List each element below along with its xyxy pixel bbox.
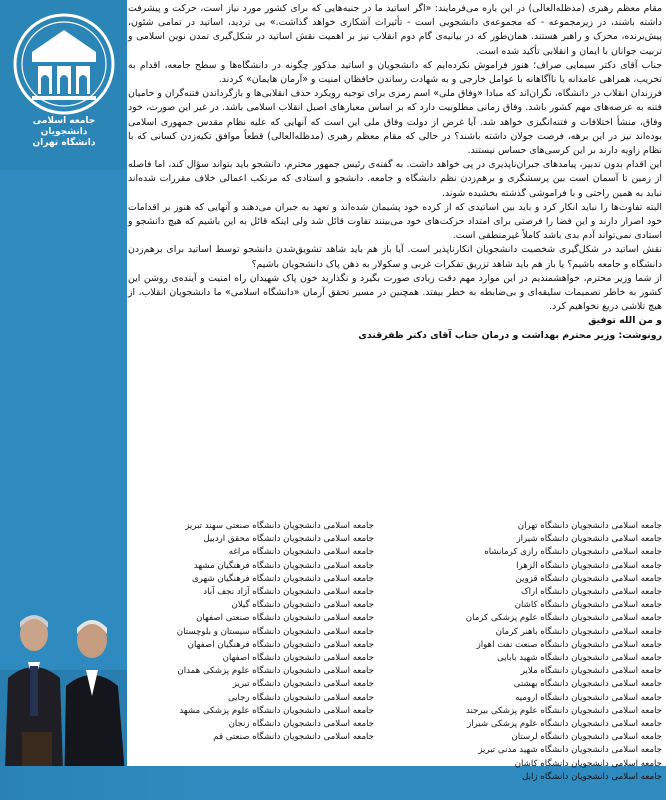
signatory-item: جامعه اسلامی دانشجویان دانشگاه محقق اردبیل <box>203 534 374 545</box>
signatory-item: جامعه اسلامی دانشجویان دانشگاه رجایی <box>227 692 374 703</box>
university-logo <box>8 12 120 148</box>
signatory-item: جامعه اسلامی دانشجویان دانشگاه رازی کرمانشاه <box>484 547 662 558</box>
signatory-item: جامعه اسلامی دانشجویان دانشگاه علوم پزشکی مشهد <box>179 705 374 716</box>
signatories-left-column <box>132 520 374 744</box>
signatory-item: جامعه اسلامی دانشجویان دانشگاه صنعتی سهند تبریز <box>185 521 374 531</box>
letter-closing: و من الله توفیق <box>588 315 662 327</box>
signatory-item: جامعه اسلامی دانشجویان دانشگاه صنعت نفت اهواز <box>476 639 662 650</box>
signatory-item: جامعه اسلامی دانشجویان دانشگاه تبریز <box>232 679 374 690</box>
signatory-item: جامعه اسلامی دانشجویان دانشگاه ارومیه <box>515 692 662 703</box>
signatory-item: جامعه اسلامی دانشجویان دانشگاه سیستان و بلوچستان <box>176 626 374 637</box>
logo-line-2: دانشگاه تهران <box>32 138 96 148</box>
signatory-item: جامعه اسلامی دانشجویان دانشگاه علوم پزشکی همدان <box>177 666 374 677</box>
letter-paragraph: از شما وزیر محترم، خواهشمندیم در این موارد مهم دقت زیادی صورت بگیرد و نگذارید خون پاک شهیدان راه امنیت و آینده‌ی روشن این کشور به خاطر تصمیمات سلیقه‌ای و بی‌ضابطه به خطر بیفتد. همچنین در مسیر تحقق آرمان «دانشگاه اسلامی» ما دانشجویان انقلاب، از هیچ تلاشی دریغ نخواهیم کرد. <box>128 272 662 313</box>
letter-body <box>128 2 662 517</box>
signatory-item: جامعه اسلامی دانشجویان دانشگاه فرهنگیان شهری <box>191 573 374 584</box>
signatory-item: جامعه اسلامی دانشجویان دانشگاه علوم پزشکی بیرجند <box>466 705 662 716</box>
signatory-item: جامعه اسلامی دانشجویان دانشگاه فرهنگیان مشهد <box>193 560 374 571</box>
signatory-item: جامعه اسلامی دانشجویان دانشگاه بهشتی <box>513 679 662 690</box>
letter-paragraph: البته تفاوت‌ها را نباید انکار کرد و باید بین اساتیدی که از کرده خود پشیمان شده‌اند و تعهد به جبران می‌دهند و آنهایی که هنوز بر اقدامات خود اصرار دارند و این فضا را فرصتی برای امتداد حرکت‌های خود می‌بینند تفاوت قائل شد ولی اینکه قائل به این باشیم که هیچ دانشجو و استادی نمی‌تواند آدم بدی باشد کاملاً غیرمنطقی است. <box>128 201 662 242</box>
signatory-item: جامعه اسلامی دانشجویان دانشگاه صنعتی قم <box>213 732 374 743</box>
signatory-item: جامعه اسلامی دانشجویان دانشگاه لرستان <box>511 732 662 743</box>
signatory-item: جامعه اسلامی دانشجویان دانشگاه فرهنگیان اصفهان <box>187 639 374 650</box>
signatories-right-column <box>392 520 662 784</box>
letter-paragraph: مقام معظم رهبری (مدظله‌العالی) در این باره می‌فرمایند: «اگر اساتید ما در جنبه‌هایی که برای کشور مورد نیاز است، حرکت و پیشرفت داشته باشند، در زیرمجموعه - که مجموعه‌ی دانشجویی است - تأثیرات آشکاری خواهد گذاشت.» بی تردید، اساتید در تمامی شئون، پیش‌برنده، محرک و راهبر هستند. همان‌طور که در بیانیه‌ی گام دوم انقلاب نیز بر اهمیت نقش اساتید در شکل‌گیری تمدن نوین اسلامی و تربیت جوانان با ایمان و انقلابی تأکید شده است. <box>128 3 662 57</box>
signatories <box>132 520 662 782</box>
signatory-item: جامعه اسلامی دانشجویان دانشگاه ملایر <box>520 666 662 677</box>
signatory-item: جامعه اسلامی دانشجویان دانشگاه آزاد نجف آباد <box>203 587 374 598</box>
signatory-item: جامعه اسلامی دانشجویان دانشگاه الزهرا <box>516 560 662 571</box>
signatory-item: جامعه اسلامی دانشجویان دانشگاه زنجان <box>228 719 374 730</box>
signatory-item: جامعه اسلامی دانشجویان دانشگاه مراغه <box>228 547 374 558</box>
signatory-item: جامعه اسلامی دانشجویان دانشگاه علوم پزشکی کرمان <box>465 613 662 624</box>
logo-caption <box>8 116 120 149</box>
logo-line-1: جامعه اسلامی دانشجویان <box>32 116 96 137</box>
signatory-item: جامعه اسلامی دانشجویان دانشگاه قزوین <box>515 573 662 584</box>
signatory-item: جامعه اسلامی دانشجویان دانشگاه باهنر کرمان <box>495 626 662 637</box>
signatory-item: جامعه اسلامی دانشجویان دانشگاه تهران <box>517 521 662 531</box>
letter-copy-to: رونوشت: وزیر محترم بهداشت و درمان جناب آقای دکتر ظفرقندی <box>358 329 662 341</box>
signatory-item: جامعه اسلامی دانشجویان دانشگاه گیلان <box>231 600 374 611</box>
signatory-item: جامعه اسلامی دانشجویان دانشگاه زابل <box>522 771 662 782</box>
signatory-item: جامعه اسلامی دانشجویان دانشگاه علوم پزشکی شیراز <box>467 719 662 730</box>
logo-emblem-icon <box>8 12 120 116</box>
letter-paragraph: نقش اساتید در شکل‌گیری شخصیت دانشجویان انکارناپذیر است. آیا باز هم باید شاهد تشویق‌شدن دانشجو توسط اساتید برای برهم‌زدن دانشگاه و جامعه باشیم؟ یا باز هم باید شاهد تزریق تفکرات غربی و سکولار به ذهن پاک دانشجویان باشیم؟ <box>128 244 662 270</box>
signatory-item: جامعه اسلامی دانشجویان دانشگاه اراک <box>520 587 662 598</box>
signatory-item: جامعه اسلامی دانشجویان دانشگاه کاشان <box>514 758 662 769</box>
signatory-item: جامعه اسلامی دانشجویان دانشگاه شیراز <box>516 534 662 545</box>
signatory-item: جامعه اسلامی دانشجویان دانشگاه کاشان <box>514 600 662 611</box>
signatory-item: جامعه اسلامی دانشجویان دانشگاه اصفهان <box>222 653 374 664</box>
letter-paragraph: جناب آقای دکتر سیمایی صراف؛ هنوز فراموش نکرده‌ایم که دانشجویان و اساتید مذکور چگونه در دانشگاه‌ها و سطح جامعه، اقدام به تخریب، همراهی عامدانه یا ناآگاهانه با عوامل خارجی و به شهادت رساندن حافظان امنیت و «آرمان هایمان» کردند. <box>128 59 662 86</box>
letter-paragraph: فرزندان انقلاب در دانشگاه، نگران‌اند که مبادا «وفاق ملی» اسم رمزی برای توجیه رویکرد حذف انقلابی‌ها و بازگرداندن فتنه‌گران و حامیان فتنه به عرصه‌های مهم کشور باشد. وفاق زمانی مطلوبیت دارد که بر اساس معیارهای اصیل انقلاب اسلامی باشد. در غیر این صورت، خود وفاق، منشأ اختلافات و فتنه‌انگیزی خواهد شد. آیا غرض از دولت وفاق ملی این است که آنهایی که علیه نظام مقدس جمهوری اسلامی بوده‌اند نیز در این برهه، فرصت جولان داشته باشند؟ در حالی که مقام معظم رهبری (مدظله‌العالی) قطعاً موافق تکیه‌زدن کسانی که با نظام زاویه دارند بر این کرسی‌های حساس نیستند. <box>128 88 662 157</box>
signatory-item: جامعه اسلامی دانشجویان دانشگاه شهید بابایی <box>497 653 662 664</box>
signatory-item: جامعه اسلامی دانشجویان دانشگاه صنعتی اصفهان <box>196 613 374 624</box>
letter-paragraph: این اقدام بدون تدبیر، پیامدهای جبران‌ناپذیری در پی خواهد داشت. به گفته‌ی رئیس جمهور محترم، دانشجو باید بتواند سؤال کند، اما فاصله از زمین تا آسمان است بین پرسشگری و برهم‌زدن نظم دانشگاه و جامعه. دانشجو و استادی که مرتکب اعمالی خلاف مقررات شده‌اند نباید به همین راحتی و با فراموشی گذشته بخشیده شوند. <box>128 159 662 199</box>
signatory-item: جامعه اسلامی دانشجویان دانشگاه شهید مدنی تبریز <box>478 745 662 756</box>
